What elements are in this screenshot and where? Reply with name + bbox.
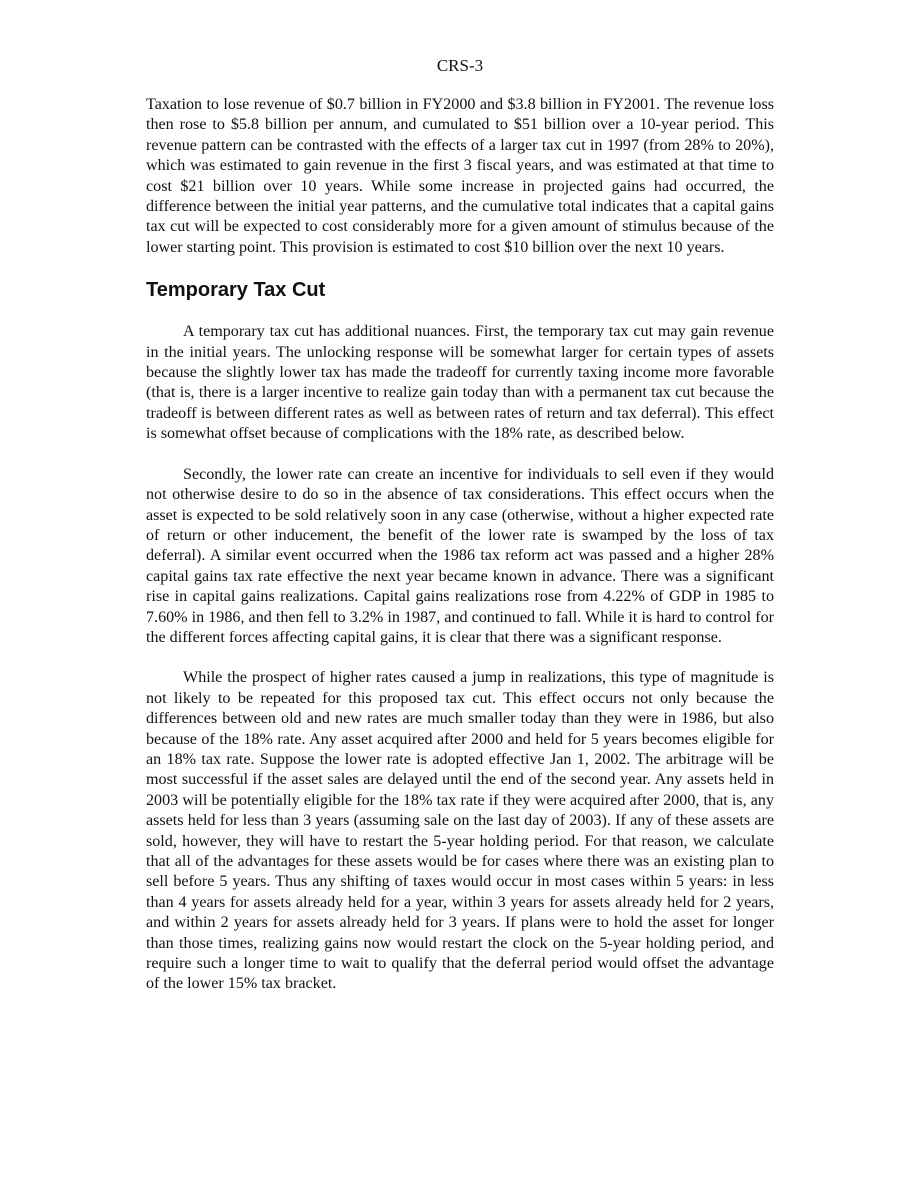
section-paragraph: A temporary tax cut has additional nuances. First, the temporary tax cut may gain revenue in the initial years. The unlocking response will be somewhat larger for certain types of assets because the slightly lower tax has made the tradeoff for currently taxing income more favorable (that is, there is a larger incentive to realize gain today than with a permanent tax cut because the tradeoff is between different rates as well as between rates of return and tax deferral). This effect is somewhat offset because of complications with the 18% rate, as described below.: [146, 323, 774, 443]
section-heading-temporary-tax-cut: Temporary Tax Cut: [146, 279, 326, 302]
page-header: CRS-3: [436, 56, 484, 75]
section-paragraph: While the prospect of higher rates caused a jump in realizations, this type of magnitude is not likely to be repeated for this proposed tax cut. This effect occurs not only because the differences between old and new rates are much smaller today than they were in 1986, but also because of the 18% rate. Any asset acquired after 2000 and held for 5 years becomes eligible for an 18% tax rate. Suppose the lower rate is adopted effective Jan 1, 2002. The arbitrage will be most successful if the asset sales are delayed until the end of the second year. Any assets held in 2003 will be potentially eligible for the 18% tax rate if they were acquired after 2000, that is, any assets held for less than 3 years (assuming sale on the last day of 2003). If any of these assets are sold, however, they will have to restart the 5-year holding period. For that reason, we calculate that all of the advantages for these assets would be for cases where there was an existing plan to sell before 5 years. Thus any shifting of taxes would occur in most cases within 5 years: in less than 4 years for assets already held for a year, within 3 years for assets already held for 2 years, and within 2 years for assets already held for 3 years. If plans were to hold the asset for longer than those times, realizing gains now would restart the clock on the 5-year holding period, and require such a longer time to wait to qualify that the deferral period would offset the advantage of the lower 15% tax bracket.: [146, 669, 774, 993]
intro-paragraph: Taxation to lose revenue of $0.7 billion in FY2000 and $3.8 billion in FY2001. The revenue loss then rose to $5.8 billion per annum, and cumulated to $51 billion over a 10-year period. This revenue pattern can be contrasted with the effects of a larger tax cut in 1997 (from 28% to 20%), which was estimated to gain revenue in the first 3 fiscal years, and was estimated at that time to cost $21 billion over 10 years. While some increase in projected gains had occurred, the difference between the initial year patterns, and the cumulative total indicates that a capital gains tax cut will be expected to cost considerably more for a given amount of stimulus because of the lower starting point. This provision is estimated to cost $10 billion over the next 10 years.: [146, 96, 774, 256]
section-paragraph: Secondly, the lower rate can create an incentive for individuals to sell even if they would not otherwise desire to do so in the absence of tax considerations. This effect occurs when the asset is expected to be sold relatively soon in any case (otherwise, without a higher expected rate of return or other inducement, the benefit of the lower rate is swamped by the loss of tax deferral). A similar event occurred when the 1986 tax reform act was passed and a higher 28% capital gains tax rate effective the next year became known in advance. There was a significant rise in capital gains realizations. Capital gains realizations rose from 4.22% of GDP in 1985 to 7.60% in 1986, and then fell to 3.2% in 1987, and continued to fall. While it is hard to control for the different forces affecting capital gains, it is clear that there was a significant response.: [146, 465, 774, 646]
document-body: [146, 95, 774, 995]
